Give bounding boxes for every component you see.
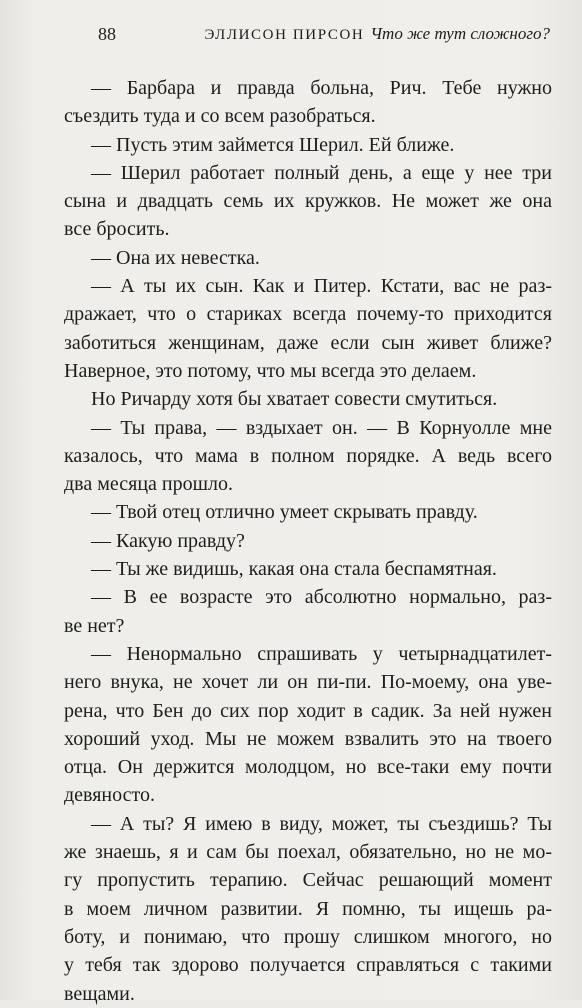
text-line: Наверное, это потому, что мы всегда это делаем. — [64, 359, 477, 382]
text-line: в моем личном развитии. Я помню, ты ищешь ра- — [64, 897, 552, 920]
text-line: вещами. — [64, 982, 135, 1005]
text-line: рена, что Бен до сих пор ходит в садик. За ней нужен — [64, 699, 552, 722]
text-line: гу пропустить терапию. Сейчас решающий момент — [64, 869, 552, 892]
author-name: ЭЛЛИСОН ПИРСОН — [204, 27, 365, 43]
text-line: — А ты их сын. Как и Питер. Кстати, вас не раз- — [91, 275, 552, 298]
text-line: хороший уход. Мы не можем взвалить это на твоего — [64, 727, 552, 750]
text-line: же знаешь, я и сам бы поехал, обязательно, но не мо- — [64, 841, 552, 864]
text-line: — Ты же видишь, какая она стала беспамятная. — [91, 558, 497, 581]
body-text — [64, 74, 552, 1008]
text-line: — Пусть этим займется Шерил. Ей ближе. — [91, 133, 455, 156]
running-head — [98, 22, 550, 46]
text-line: — Барбара и правда больна, Рич. Тебе нужно — [91, 77, 552, 99]
text-line: казалось, что мама в полном порядке. А ведь всего — [64, 444, 552, 467]
text-line: — Твой отец отлично умеет скрывать правду. — [91, 501, 478, 524]
text-line: съездить туда и со всем разобраться. — [64, 105, 376, 128]
text-line: — Шерил работает полный день, а еще у нее три — [91, 161, 552, 184]
text-line: Но Ричарду хотя бы хватает совести смутиться. — [91, 388, 498, 411]
text-line: боту, и понимаю, что прошу слишком многого, но — [64, 925, 552, 948]
text-line: — А ты? Я имею в виду, может, ты съездишь? Ты — [91, 812, 552, 835]
text-line: — Она их невестка. — [91, 246, 260, 269]
text-line: ве нет? — [64, 614, 125, 637]
header-right — [205, 22, 551, 47]
text-line: заботиться женщинам, даже если сын живет ближе? — [64, 331, 552, 354]
text-line: все бросить. — [64, 218, 170, 241]
text-line: дражает, что о стариках всегда почему-то приходится — [64, 303, 552, 326]
text-line: у тебя так здорово получается справляться с такими — [64, 954, 552, 977]
text-line: девяносто. — [64, 784, 155, 807]
page-number: 88 — [98, 24, 116, 44]
text-line: отца. Он держится молодцом, но все-таки ему почти — [64, 756, 552, 779]
text-line: два месяца прошло. — [64, 473, 234, 496]
text-line: — Ты права, — вздыхает он. — В Корнуолле мне — [91, 416, 552, 439]
text-line: него внука, не хочет ли он пи-пи. По-моему, она уве- — [64, 671, 552, 694]
text-line: — В ее возрасте это абсолютно нормально, раз- — [91, 586, 552, 609]
text-line: — Ненормально спрашивать у четырнадцатилет- — [91, 642, 552, 665]
book-title: Что же тут сложного? — [370, 24, 550, 43]
text-line: сына и двадцать семь их кружков. Не может же она — [64, 190, 552, 213]
text-line: — Какую правду? — [91, 529, 245, 552]
